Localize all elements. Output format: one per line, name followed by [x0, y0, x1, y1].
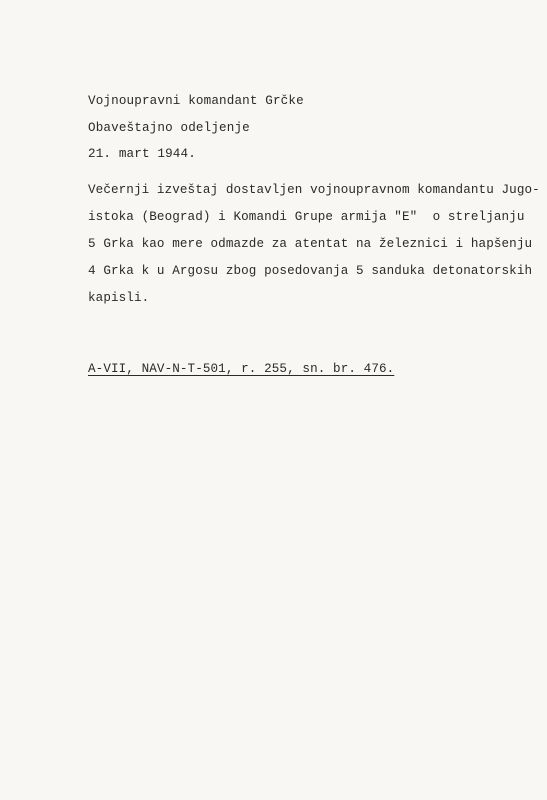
- body-line-4: 4 Grka k u Argosu zbog posedovanja 5 sanduka detonatorskih: [88, 264, 533, 278]
- body-line-5: kapisli.: [88, 291, 150, 305]
- archive-reference: A-VII, NAV-N-T-501, r. 255, sn. br. 476.: [88, 362, 395, 376]
- body-line-2: istoka (Beograd) i Komandi Grupe armija "E" o streljanju: [88, 210, 525, 224]
- date-line: 21. mart 1944.: [88, 147, 196, 161]
- issuer-line: Vojnoupravni komandant Grčke: [88, 94, 304, 108]
- body-line-3: 5 Grka kao mere odmazde za atentat na železnici i hapšenju: [88, 237, 533, 251]
- department-line: Obaveštajno odeljenje: [88, 121, 250, 135]
- body-line-1: Večernji izveštaj dostavljen vojnoupravnom komandantu Jugo-: [88, 183, 540, 197]
